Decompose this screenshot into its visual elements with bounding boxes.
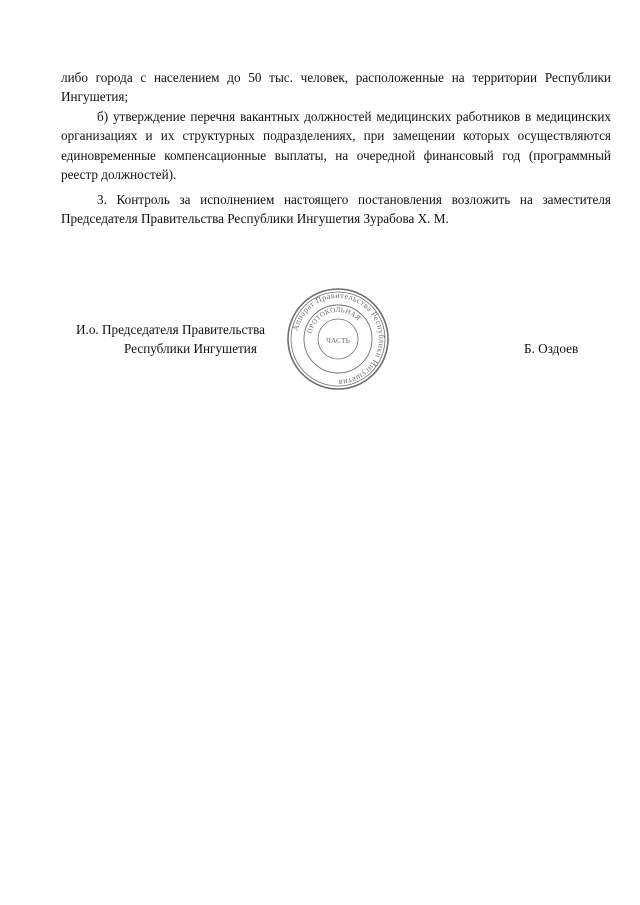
stamp-outer-text: Аппарат Правительства Республики Ингушетия <box>290 290 387 388</box>
signature-name: Б. Оздоев <box>524 341 579 356</box>
paragraph-item-3: 3. Контроль за исполнением настоящего постановления возложить на заместителя Председателя Правительства Республики Ингушетия Зурабова Х. М. <box>61 192 611 227</box>
signature-position-line-2: Республики Ингушетия <box>124 341 257 356</box>
paragraph-item-b: б) утверждение перечня вакантных должностей медицинских работников в медицинских организациях и их структурных подразделениях, при замещении которых осуществляются единовременные компенсационные выплаты, на очередной финансовый год (программный реестр должностей). <box>61 109 611 183</box>
stamp-center-text: ЧАСТЬ <box>326 336 350 345</box>
paragraph-continuation: либо города с населением до 50 тыс. человек, расположенные на территории Республики Ингушетия; <box>61 70 611 105</box>
official-seal-stamp <box>286 287 390 391</box>
signature-position-line-1: И.о. Председателя Правительства <box>76 322 265 337</box>
stamp-inner-text: ПРОТОКОЛЬНАЯ <box>305 305 363 335</box>
